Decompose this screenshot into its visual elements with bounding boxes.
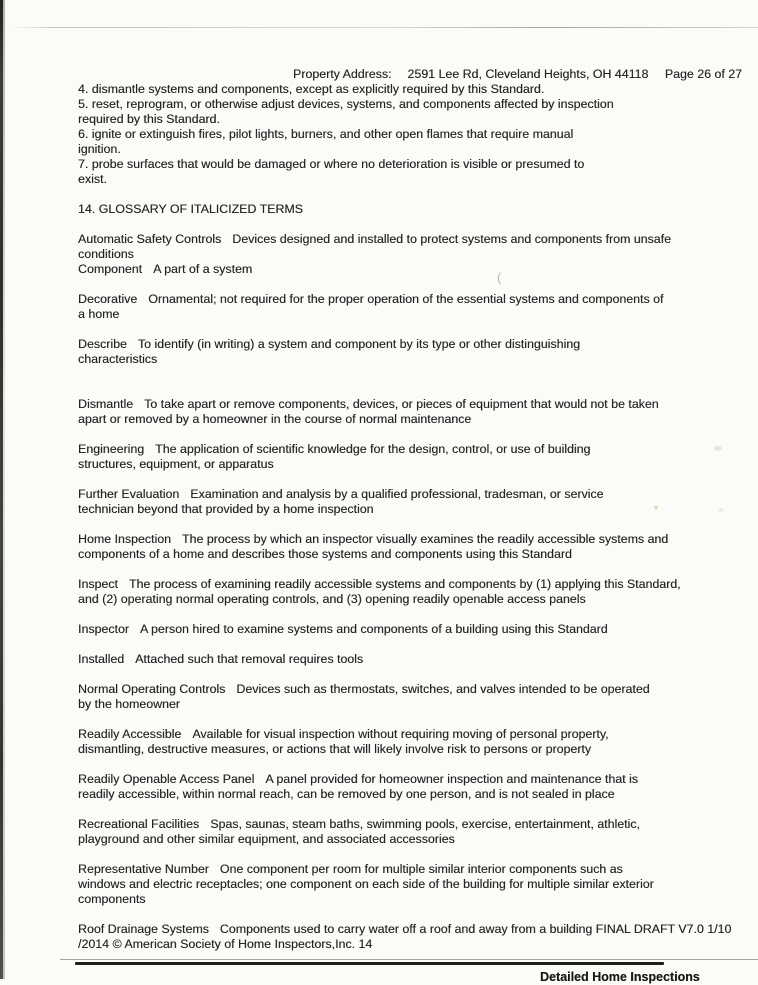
exclusion-item-line: 5. reset, reprogram, or otherwise adjust devices, systems, and components affected by inspection xyxy=(78,97,614,111)
glossary-term: Roof Drainage Systems xyxy=(78,922,209,936)
scan-smudge-artifact xyxy=(718,508,724,512)
glossary-definition-continued: dismantling, destructive measures, or actions that will likely involve risk to persons or property xyxy=(78,742,592,756)
scan-line-artifact xyxy=(12,27,758,28)
glossary-term: Readily Accessible xyxy=(78,727,182,741)
glossary-definition-continued: a home xyxy=(78,307,120,321)
glossary-entry xyxy=(78,292,742,322)
glossary-entry-first-line xyxy=(78,292,742,307)
glossary-entry xyxy=(78,532,742,562)
glossary-entry xyxy=(78,682,742,712)
scanned-page-content xyxy=(78,67,742,952)
glossary-definition-continued: apart or removed by a homeowner in the course of normal maintenance xyxy=(78,412,472,426)
glossary-definition-continued: technician beyond that provided by a home inspection xyxy=(78,502,374,516)
glossary-term: Normal Operating Controls xyxy=(78,682,226,696)
page-number: Page 26 of 27 xyxy=(664,67,742,81)
glossary-entry-first-line xyxy=(78,337,742,352)
glossary-term: Automatic Safety Controls xyxy=(78,232,222,246)
footer-divider-thin xyxy=(60,959,758,960)
glossary-definition: The process of examining readily accessible systems and components by (1) applying this Standard, xyxy=(128,577,681,591)
footer-divider xyxy=(75,962,664,965)
glossary-definition: Devices designed and installed to protect systems and components from unsafe xyxy=(232,232,671,246)
glossary-entry xyxy=(78,487,742,517)
glossary-list xyxy=(78,232,742,952)
glossary-term: Inspector xyxy=(78,622,129,636)
glossary-term: Representative Number xyxy=(78,862,209,876)
glossary-entry-first-line xyxy=(78,772,742,787)
glossary-definition-continued: structures, equipment, or apparatus xyxy=(78,457,274,471)
glossary-definition-continued: conditions xyxy=(78,247,134,261)
glossary-entry-first-line xyxy=(78,862,742,877)
glossary-entry xyxy=(78,817,742,847)
glossary-term: Recreational Facilities xyxy=(78,817,200,831)
glossary-definition: The process by which an inspector visually examines the readily accessible systems and xyxy=(181,532,669,546)
glossary-definition: One component per room for multiple similar interior components such as xyxy=(219,862,623,876)
glossary-definition: Ornamental; not required for the proper operation of the essential systems and components of xyxy=(148,292,664,306)
glossary-entry xyxy=(78,652,742,667)
glossary-definition: A part of a system xyxy=(153,262,253,276)
glossary-entry-first-line xyxy=(78,232,742,247)
glossary-definition-continued: /2014 © American Society of Home Inspectors,Inc. 14 xyxy=(78,937,373,951)
glossary-entry xyxy=(78,862,742,907)
glossary-entry xyxy=(78,232,742,262)
glossary-definition: Examination and analysis by a qualified professional, tradesman, or service xyxy=(190,487,604,501)
glossary-definition-continued: components xyxy=(78,892,146,906)
glossary-entry xyxy=(78,397,742,427)
glossary-entry-first-line xyxy=(78,532,742,547)
glossary-entry-first-line xyxy=(78,727,742,742)
exclusion-item-line: 4. dismantle systems and components, except as explicitly required by this Standard. xyxy=(78,82,545,96)
scan-edge-shadow xyxy=(3,0,5,979)
glossary-term: Inspect xyxy=(78,577,118,591)
page-header xyxy=(78,67,742,82)
glossary-definition-continued: readily accessible, within normal reach, can be removed by one person, and is not sealed in place xyxy=(78,787,615,801)
glossary-definition-continued: and (2) operating normal operating controls, and (3) opening readily openable access panels xyxy=(78,592,586,606)
glossary-definition: Attached such that removal requires tools xyxy=(135,652,364,666)
glossary-definition-continued: characteristics xyxy=(78,352,158,366)
glossary-definition: A person hired to examine systems and components of a building using this Standard xyxy=(139,622,608,636)
stray-mark-artifact: ( xyxy=(497,270,502,285)
glossary-term: Describe xyxy=(78,337,127,351)
property-address-label: Property Address: xyxy=(293,67,392,81)
glossary-term: Component xyxy=(78,262,143,276)
glossary-term: Home Inspection xyxy=(78,532,171,546)
glossary-definition: To identify (in writing) a system and component by its type or other distinguishing xyxy=(137,337,581,351)
glossary-section-title: 14. GLOSSARY OF ITALICIZED TERMS xyxy=(78,202,303,216)
glossary-entry-first-line xyxy=(78,262,742,277)
glossary-entry xyxy=(78,442,742,472)
glossary-entry xyxy=(78,622,742,637)
glossary-term: Dismantle xyxy=(78,397,134,411)
glossary-entry-first-line xyxy=(78,397,742,412)
glossary-entry-first-line xyxy=(78,817,742,832)
glossary-definition-continued: components of a home and describes those systems and components using this Standard xyxy=(78,547,572,561)
exclusion-item-line: 6. ignite or extinguish fires, pilot lights, burners, and other open flames that require manual xyxy=(78,127,574,141)
glossary-definition: Available for visual inspection without requiring moving of personal property, xyxy=(192,727,609,741)
glossary-entry-first-line xyxy=(78,622,742,637)
glossary-definition: To take apart or remove components, devices, or pieces of equipment that would not be taken xyxy=(144,397,659,411)
glossary-term: Installed xyxy=(78,652,125,666)
glossary-entry-first-line xyxy=(78,487,742,502)
glossary-term: Readily Openable Access Panel xyxy=(78,772,255,786)
glossary-definition-continued: playground and other similar equipment, and associated accessories xyxy=(78,832,455,846)
exclusion-item-line: ignition. xyxy=(78,142,121,156)
exclusion-item-line: exist. xyxy=(78,172,107,186)
glossary-entry xyxy=(78,337,742,367)
glossary-term: Decorative xyxy=(78,292,138,306)
standard-exclusions-list xyxy=(78,82,742,187)
glossary-definition: The application of scientific knowledge for the design, control, or use of building xyxy=(155,442,591,456)
scan-speck-artifact xyxy=(654,505,658,510)
glossary-definition: Components used to carry water off a roof and away from a building FINAL DRAFT V7.0 1/10 xyxy=(219,922,732,936)
glossary-definition-continued: by the homeowner xyxy=(78,697,180,711)
glossary-entry xyxy=(78,772,742,802)
glossary-term: Engineering xyxy=(78,442,145,456)
glossary-entry-first-line xyxy=(78,652,742,667)
glossary-entry-first-line xyxy=(78,442,742,457)
glossary-entry-first-line xyxy=(78,922,742,937)
glossary-definition: Spas, saunas, steam baths, swimming pools, exercise, entertainment, athletic, xyxy=(210,817,640,831)
exclusion-item-line: required by this Standard. xyxy=(78,112,220,126)
glossary-definition-continued: windows and electric receptacles; one component on each side of the building for multiple similar exterior xyxy=(78,877,654,891)
glossary-entry xyxy=(78,262,742,277)
glossary-entry xyxy=(78,727,742,757)
glossary-entry xyxy=(78,577,742,607)
footer-company-name: Detailed Home Inspections xyxy=(540,970,700,984)
glossary-entry-first-line xyxy=(78,577,742,592)
glossary-term: Further Evaluation xyxy=(78,487,180,501)
exclusion-item-line: 7. probe surfaces that would be damaged or where no deterioration is visible or presumed to xyxy=(78,157,585,171)
glossary-definition: A panel provided for homeowner inspection and maintenance that is xyxy=(265,772,638,786)
scan-smudge-artifact xyxy=(714,446,722,451)
property-address-value: 2591 Lee Rd, Cleveland Heights, OH 44118 xyxy=(407,67,649,81)
glossary-definition: Devices such as thermostats, switches, and valves intended to be operated xyxy=(236,682,650,696)
glossary-entry-first-line xyxy=(78,682,742,697)
glossary-entry xyxy=(78,922,742,952)
